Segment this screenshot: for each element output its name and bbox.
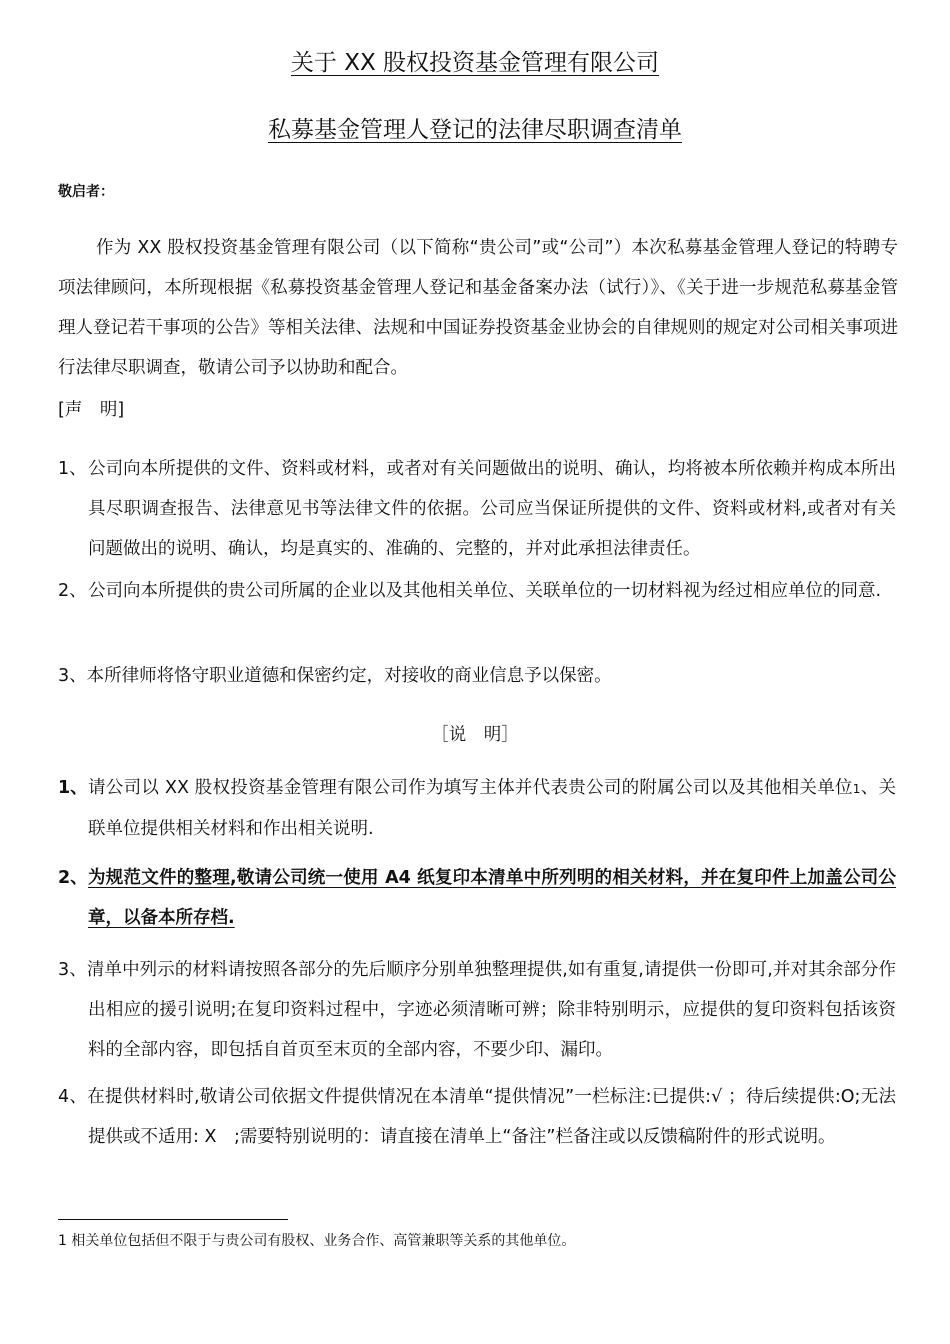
item-number: 2、 [58,868,88,888]
declaration-item-3 [58,656,896,696]
declaration-item-1 [58,449,896,569]
item-number: 1、 [58,778,88,798]
footnote: 1 相关单位包括但不限于与贵公司有股权、业务合作、高管兼职等关系的其他单位。 [58,1233,576,1249]
notes-item-4 [58,1077,896,1157]
notes-item-3 [58,950,896,1070]
item-text: 公司向本所提供的贵公司所属的企业以及其他相关单位、关联单位的一切材料视为经过相应单位的同意. [88,581,882,601]
item-text: 为规范文件的整理,敬请公司统一使用 A4 纸复印本清单中所列明的相关材料，并在复印件上加盖公司公章，以备本所存档. [88,868,896,928]
notes-heading: ［说 明］ [431,725,519,745]
item-text: 公司向本所提供的文件、资料或材料，或者对有关问题做出的说明、确认，均将被本所依赖并构成本所出具尽职调查报告、法律意见书等法律文件的依据。公司应当保证所提供的文件、资料或材料,或者对有关问题做出的说明、确认，均是真实的、准确的、完整的，并对此承担法律责任。 [88,459,896,559]
item-text: 3、清单中列示的材料请按照各部分的先后顺序分别单独整理提供,如有重复,请提供一份即可,并对其余部分作出相应的援引说明;在复印资料过程中，字迹必须清晰可辨；除非特别明示，应提供的复印资料包括该资料的全部内容，即包括自首页至末页的全部内容，不要少印、漏印。 [58,960,897,1060]
footnote-reference: 1 [852,782,861,796]
item-number: 1、 [58,459,87,479]
intro-paragraph: 作为 XX 股权投资基金管理有限公司（以下简称“贵公司”或“公司”）本次私募基金管理人登记的特聘专项法律顾问，本所现根据《私募投资基金管理人登记和基金备案办法（试行）》、《关于进一步规范私募基金管理人登记若干事项的公告》等相关法律、法规和中国证券投资基金业协会的自律规则的规定对公司相关事项进行法律尽职调查，敬请公司予以协助和配合。 [58,238,898,378]
item-text: 请公司以 XX 股权投资基金管理有限公司作为填写主体并代表贵公司的附属公司以及其他相关单位1、关联单位提供相关材料和作出相关说明. [88,778,897,839]
item-text: 本所律师将恪守职业道德和保密约定，对接收的商业信息予以保密。 [86,666,612,686]
document-title-line2: 私募基金管理人登记的法律尽职调查清单 [268,117,682,143]
item-number: 2、 [58,581,87,601]
item-text: 4、在提供材料时,敬请公司依据文件提供情况在本清单“提供情况”一栏标注:已提供:√ ；待后续提供:O;无法提供或不适用: X ;需要特别说明的：请直接在清单上“备注”栏备注或以反馈稿附件的形式说明。 [58,1087,897,1147]
notes-item-2 [58,858,896,938]
notes-item-1 [58,768,896,849]
footnote-separator [58,1219,288,1220]
document-title-line1: 关于 XX 股权投资基金管理有限公司 [290,50,660,76]
item-number: 3、 [58,666,87,686]
declaration-item-2 [58,571,896,611]
salutation: 敬启者： [58,184,114,200]
declaration-heading: [声 明] [58,400,125,420]
